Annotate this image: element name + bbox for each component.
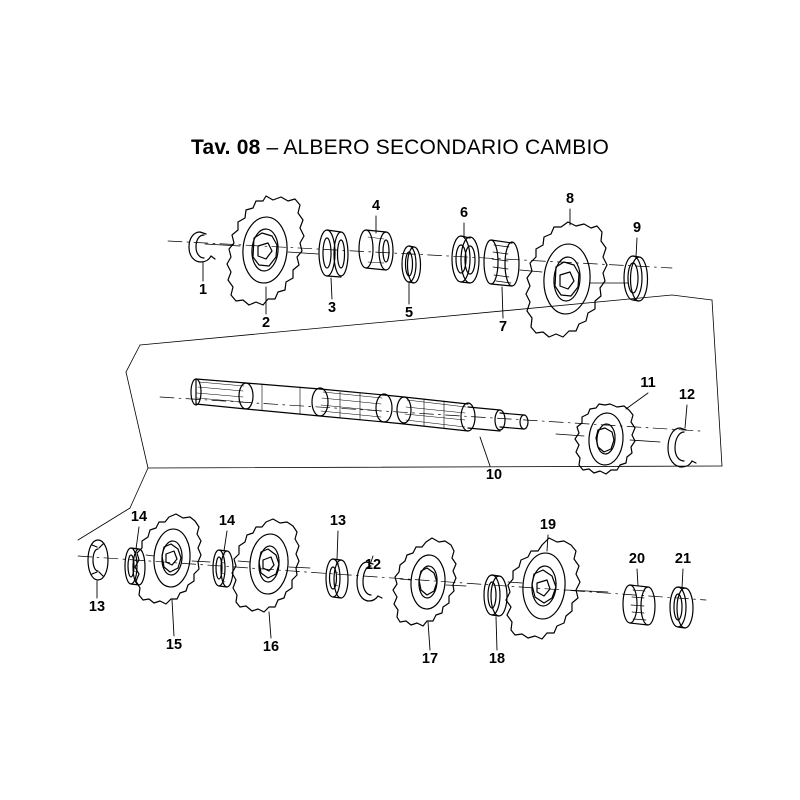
callout-11: 11 bbox=[640, 375, 656, 391]
callout-18: 18 bbox=[488, 651, 506, 667]
callout-7: 7 bbox=[498, 319, 508, 335]
callout-13-left: 13 bbox=[88, 599, 106, 615]
part-1-snap-ring bbox=[189, 232, 215, 262]
callout-17: 17 bbox=[421, 651, 439, 667]
part-3-washer bbox=[319, 230, 348, 277]
group-frame-middle bbox=[126, 300, 722, 468]
part-6-bearing-ring bbox=[452, 236, 479, 283]
group-frame-top bbox=[126, 295, 712, 372]
part-11-gear bbox=[556, 404, 660, 474]
callout-10: 10 bbox=[485, 467, 503, 483]
group-frame-bottom bbox=[78, 468, 148, 540]
callout-6: 6 bbox=[459, 205, 469, 221]
part-19-gear bbox=[506, 538, 608, 639]
callout-14-b: 14 bbox=[218, 513, 236, 529]
callout-12-middle: 12 bbox=[678, 387, 696, 403]
part-14-washer-b bbox=[213, 550, 233, 587]
callout-19: 19 bbox=[539, 517, 557, 533]
part-2-gear bbox=[205, 196, 318, 305]
part-4-bush bbox=[359, 230, 393, 270]
callout-15: 15 bbox=[165, 637, 183, 653]
callout-8: 8 bbox=[565, 191, 575, 207]
callout-2: 2 bbox=[261, 315, 271, 331]
callout-16: 16 bbox=[262, 639, 280, 655]
table-label: Tav. 08 bbox=[190, 136, 261, 159]
callout-14-a: 14 bbox=[130, 509, 148, 525]
title-name: ALBERO SECONDARIO CAMBIO bbox=[283, 136, 610, 159]
part-15-gear bbox=[135, 514, 210, 604]
callout-13-right: 13 bbox=[329, 513, 347, 529]
part-12-snap-ring-middle bbox=[668, 428, 696, 467]
bottom-row-axis bbox=[78, 556, 706, 600]
part-9-washer bbox=[624, 256, 648, 301]
callout-5: 5 bbox=[404, 305, 414, 321]
callout-4: 4 bbox=[371, 198, 381, 214]
part-13-splined-washer-left bbox=[88, 540, 108, 580]
callout-3: 3 bbox=[327, 300, 337, 316]
part-18-washer bbox=[484, 575, 507, 616]
callout-1: 1 bbox=[198, 282, 208, 298]
part-17-gear bbox=[393, 538, 466, 626]
callout-12-bottom: 12 bbox=[364, 557, 382, 573]
part-10-secondary-shaft bbox=[191, 379, 528, 431]
title-separator: – bbox=[266, 136, 279, 159]
part-8-gear bbox=[520, 222, 628, 337]
part-5-washer bbox=[402, 246, 421, 283]
part-7-roller-bearing bbox=[484, 240, 519, 286]
callout-20: 20 bbox=[628, 551, 646, 567]
callout-9: 9 bbox=[632, 220, 642, 236]
part-21-washer bbox=[670, 587, 693, 628]
part-13-splined-washer-right bbox=[326, 559, 348, 598]
part-20-roller-bearing bbox=[623, 585, 655, 625]
part-16-gear bbox=[232, 519, 310, 612]
callout-21: 21 bbox=[674, 551, 692, 567]
